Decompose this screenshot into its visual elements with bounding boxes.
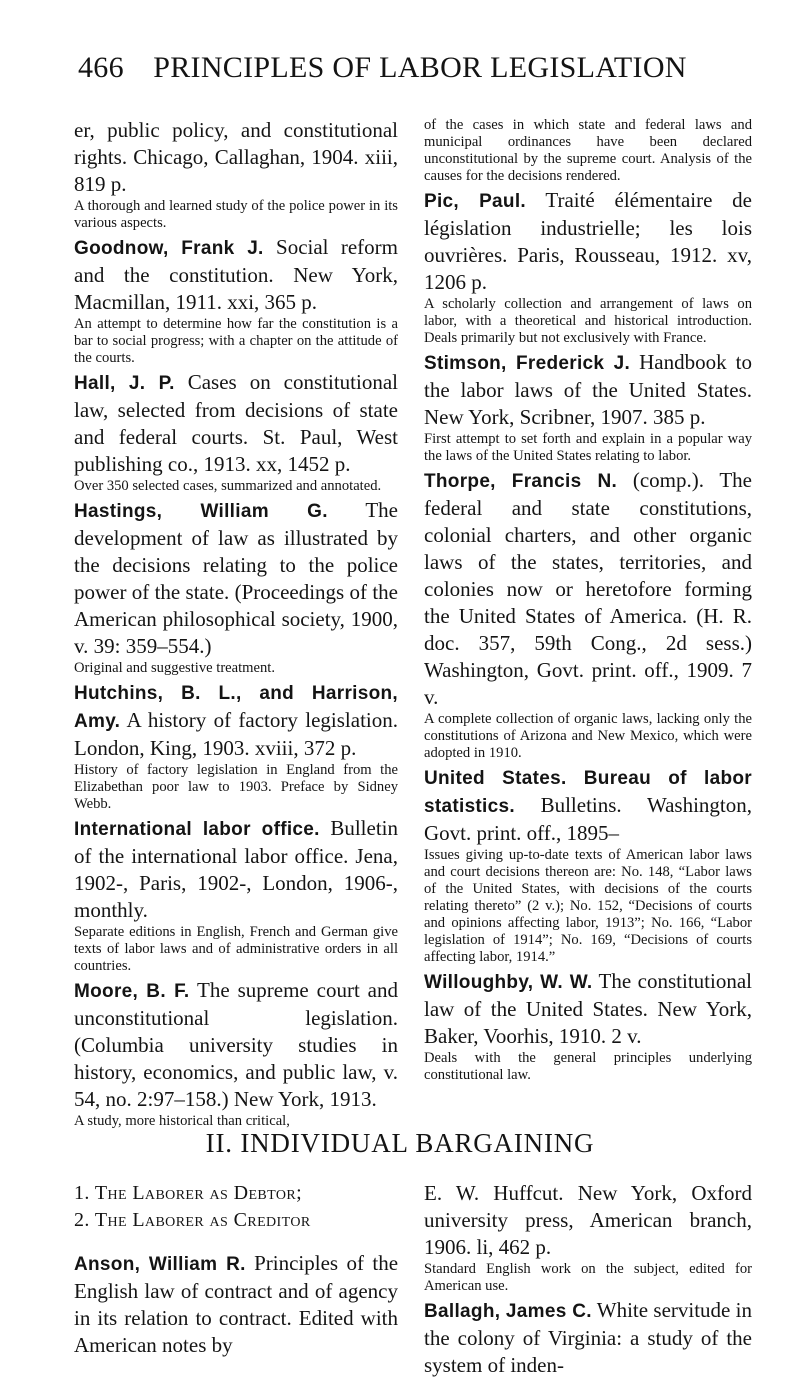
entry-annotation: History of factory legislation in England from the Elizabethan poor law to 1903. Preface by Sidney Webb. xyxy=(74,762,398,812)
page-header xyxy=(70,48,730,88)
bibliography-entry xyxy=(424,968,752,1084)
entry-annotation: Separate editions in English, French and German give texts of labor laws and of administrative orders in all countries. xyxy=(74,924,398,974)
entry-author: Anson, William R. xyxy=(74,1254,246,1275)
entry-text: Principles of the English law of contract and of agency in its relation to contract. Edited with American notes by xyxy=(74,1251,399,1357)
bibliography-entry xyxy=(424,467,752,762)
entry-author: Ballagh, James C. xyxy=(424,1301,592,1322)
entry-text: er, public policy, and constitutional rights. Chicago, Callaghan, 1904. xiii, 819 p. xyxy=(74,118,398,196)
section-title: II. INDIVIDUAL BARGAINING xyxy=(205,1128,595,1158)
entry-author: Stimson, Frederick J. xyxy=(424,353,631,374)
right-column xyxy=(424,117,752,1086)
entry-annotation: of the cases in which state and federal laws and municipal ordinances have been declared unconstitutional by the supreme court. Analysis of the causes for the decisions rendered. xyxy=(424,117,752,184)
subheading: 2. The Laborer as Creditor xyxy=(74,1209,311,1231)
entry-text: E. W. Huffcut. New York, Oxford university press, American branch, 1906. li, 462 p. xyxy=(424,1181,752,1259)
entry-author: Goodnow, Frank J. xyxy=(74,238,264,259)
entry-text: Social reform and the constitution. New York, Macmillan, 1911. xxi, 365 p. xyxy=(74,235,399,314)
bibliography-entry xyxy=(424,117,752,185)
right-column-lower xyxy=(424,1180,752,1380)
running-title: PRINCIPLES OF LABOR LEGISLATION xyxy=(153,51,687,84)
entry-author: Hutchins, B. L., and Harrison, Amy. xyxy=(74,683,398,732)
subheading: 1. The Laborer as Debtor; xyxy=(74,1182,303,1204)
entry-text: The constitutional law of the United States. New York, Baker, Voorhis, 1910. 2 v. xyxy=(424,969,752,1048)
entry-text: A history of factory legislation. London, King, 1903. xviii, 372 p. xyxy=(74,708,398,760)
entry-author: Hall, J. P. xyxy=(74,373,175,394)
entry-author: Hastings, William G. xyxy=(74,501,328,522)
entry-author: Moore, B. F. xyxy=(74,981,190,1002)
entry-text: Handbook to the labor laws of the United States. New York, Scribner, 1907. 385 p. xyxy=(424,350,752,429)
entry-annotation: A study, more historical than critical, xyxy=(74,1113,290,1129)
bibliography-entry xyxy=(424,187,752,347)
bibliography-entry xyxy=(74,679,398,813)
entry-annotation: A scholarly collection and arrangement of laws on labor, with a theoretical and historical introduction. Deals primarily but not exclusively with France. xyxy=(424,296,752,346)
entry-text: (comp.). The federal and state constitutions, colonial charters, and other organic laws of the states, territories, and colonies now or heretofore forming the United States of America. (H. R. doc. 357, 59th Cong., 2d sess.) Washington, Govt. print. off., 1909. 7 v. xyxy=(424,468,752,709)
entry-annotation: Issues giving up-to-date texts of American labor laws and court decisions thereon are: No. 148, “Labor laws of the United States, with decisions of the courts relating thereto” (2 v.); No. 152, “Decisions of courts and opinions affecting labor, 1913”; No. 166, “Labor legislation of 1914”; No. 169, “Decisions of courts affecting labor, 1914.” xyxy=(424,847,752,965)
entry-annotation: A thorough and learned study of the police power in its various aspects. xyxy=(74,198,398,231)
entry-text: Bulletins. Washington, Govt. print. off., 1895– xyxy=(424,793,752,845)
entry-annotation: Deals with the general principles underlying constitutional law. xyxy=(424,1050,752,1083)
bibliography-entry xyxy=(424,1297,752,1379)
left-column xyxy=(74,117,398,1132)
entry-text: Cases on constitutional law, selected from decisions of state and federal courts. St. Paul, West publishing co., 1913. xx, 1452 p. xyxy=(74,370,398,476)
entry-author: Willoughby, W. W. xyxy=(424,972,593,993)
bibliography-entry xyxy=(74,815,398,975)
bibliography-entry xyxy=(424,764,752,966)
bibliography-entry xyxy=(424,1180,752,1295)
entry-annotation: A complete collection of organic laws, lacking only the constitutions of Arizona and New Mexico, which were adopted in 1910. xyxy=(424,711,752,761)
bibliography-entry xyxy=(74,977,398,1130)
entry-text: The development of law as illustrated by the decisions relating to the police power of the state. (Proceedings of the American philosophical society, 1900, v. 39: 359–554.) xyxy=(74,498,399,658)
entry-annotation: An attempt to determine how far the constitution is a bar to social progress; with a chapter on the attitude of the courts. xyxy=(74,316,398,366)
entry-text: Bulletin of the international labor office. Jena, 1902-, Paris, 1902-, London, 1906-, monthly. xyxy=(74,816,399,922)
bibliography-entry xyxy=(74,1250,398,1359)
bibliography-entry xyxy=(74,117,398,232)
entry-annotation: First attempt to set forth and explain in a popular way the laws of the United States relating to labor. xyxy=(424,431,752,464)
bibliography-entry xyxy=(74,497,398,677)
bibliography-entry xyxy=(74,369,398,495)
entry-text: Traité élémentaire de législation industrielle; les lois ouvrières. Paris, Rousseau, 1912. xv, 1206 p. xyxy=(424,188,753,294)
entry-text: White servitude in the colony of Virginia: a study of the system of inden- xyxy=(424,1298,753,1377)
entry-author: Thorpe, Francis N. xyxy=(424,471,618,492)
bibliography-entry xyxy=(74,234,398,367)
page-number: 466 xyxy=(78,51,124,84)
entry-annotation: Standard English work on the subject, edited for American use. xyxy=(424,1261,752,1294)
entry-author: Pic, Paul. xyxy=(424,191,526,212)
bibliography-entry xyxy=(424,349,752,465)
left-column-lower xyxy=(74,1180,398,1360)
entry-author: International labor office. xyxy=(74,819,320,840)
entry-annotation: Original and suggestive treatment. xyxy=(74,660,276,676)
entry-annotation: Over 350 selected cases, summarized and annotated. xyxy=(74,478,382,494)
entry-text: The supreme court and unconstitutional legislation. (Columbia university studies in history, economics, and public law, v. 54, no. 2:97–158.) New York, 1913. xyxy=(74,978,399,1111)
entry-author: United States. Bureau of labor statistics. xyxy=(424,768,752,817)
